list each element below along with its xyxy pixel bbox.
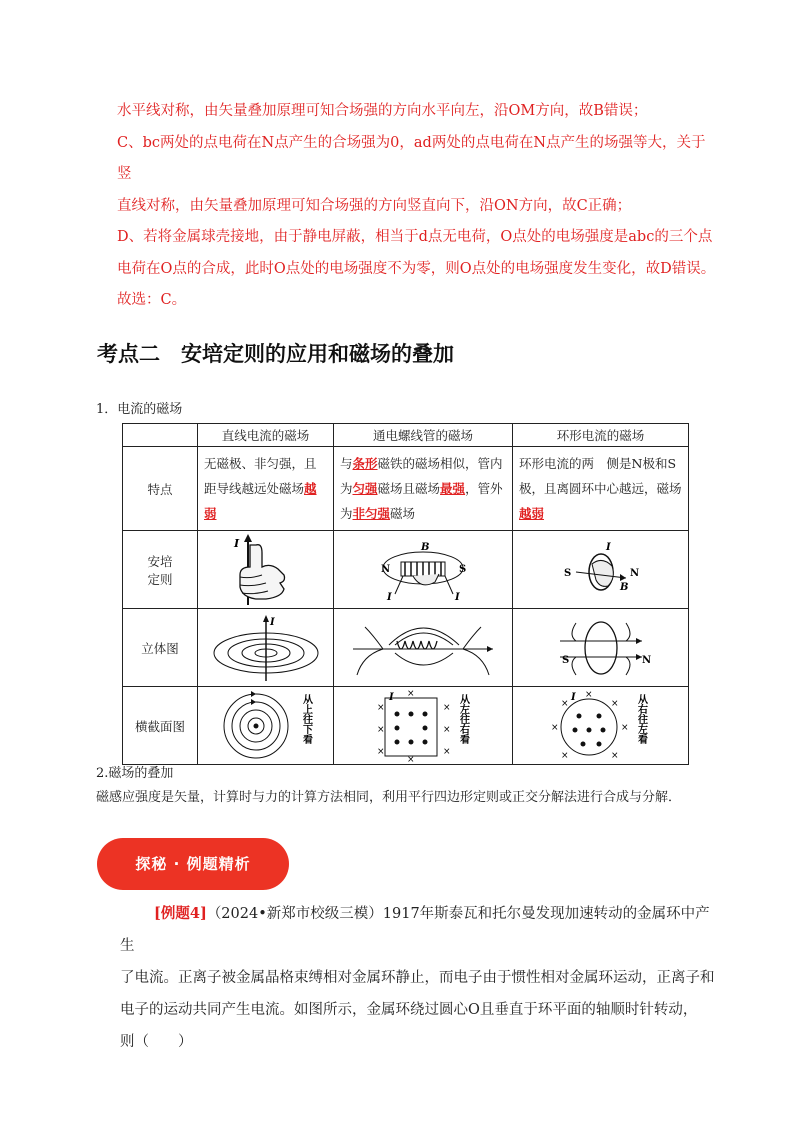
table-header: 直线电流的磁场 bbox=[198, 424, 334, 447]
field-label: B bbox=[421, 541, 430, 553]
feature-cell bbox=[513, 447, 689, 531]
key-term: 越弱 bbox=[519, 506, 545, 521]
feature-text: 磁场 bbox=[390, 506, 416, 521]
svg-text:×: × bbox=[620, 722, 629, 733]
south-label: S bbox=[563, 567, 571, 579]
feature-text: 磁场且磁场 bbox=[377, 481, 441, 496]
solution-line: C、bc两处的点电荷在N点产生的合场强为0，ad两处的点电荷在N点产生的场强等大，关于竖 bbox=[117, 134, 706, 182]
row-label-part: 安培 bbox=[147, 553, 173, 569]
magnetic-field-table bbox=[122, 423, 689, 765]
solution-line: 故选：C。 bbox=[117, 292, 187, 308]
feature-text: 无磁极、非匀强，且距导线越远处磁场 bbox=[204, 456, 317, 496]
current-label: I bbox=[269, 616, 275, 628]
svg-text:×: × bbox=[610, 750, 619, 761]
table-row bbox=[123, 447, 689, 531]
view-direction-label: 从左往右看 bbox=[457, 693, 469, 744]
north-label: N bbox=[641, 654, 651, 666]
svg-text:×: × bbox=[610, 698, 619, 709]
current-label: I bbox=[455, 591, 460, 602]
svg-text:×: × bbox=[443, 724, 451, 735]
svg-text:×: × bbox=[560, 698, 569, 709]
svg-text:×: × bbox=[377, 746, 385, 757]
south-label: S bbox=[459, 563, 467, 575]
current-label: I bbox=[605, 541, 611, 553]
svg-text:×: × bbox=[443, 702, 451, 713]
row-label: 立体图 bbox=[123, 609, 198, 687]
subsection-text: 磁感应强度是矢量，计算时与力的计算方法相同，利用平行四边形定则或正交分解法进行合成与分解． bbox=[96, 790, 682, 805]
example-banner: 探秘 · 例题精析 bbox=[97, 838, 289, 890]
row-label: 横截面图 bbox=[123, 687, 198, 765]
svg-text:×: × bbox=[377, 702, 385, 713]
solution-line: 电荷在O点的合成，此时O点处的电场强度不为零，则O点处的电场强度发生变化，故D错误。 bbox=[117, 260, 716, 277]
ring-solid-figure bbox=[513, 609, 689, 687]
example-problem bbox=[120, 898, 720, 1058]
svg-text:×: × bbox=[443, 746, 451, 757]
solution-line: 水平线对称，由矢量叠加原理可知合场强的方向水平向左，沿OM方向，故B错误； bbox=[117, 103, 648, 119]
solenoid-solid-figure bbox=[334, 609, 513, 687]
example-line: 电子的运动共同产生电流。如图所示，金属环绕过圆心O且垂直于环平面的轴顺时针转动， bbox=[120, 1002, 698, 1018]
table-header-row bbox=[123, 424, 689, 447]
feature-text: ，管外为 bbox=[340, 481, 503, 521]
north-label: N bbox=[381, 563, 391, 575]
current-label: I bbox=[233, 536, 239, 550]
north-label: N bbox=[629, 567, 639, 579]
example-line bbox=[120, 898, 720, 962]
current-label: I bbox=[570, 691, 576, 703]
section-heading: 考点二 安培定则的应用和磁场的叠加 bbox=[97, 342, 454, 366]
subsection-title: 1．电流的磁场 bbox=[96, 402, 183, 417]
south-label: S bbox=[561, 654, 569, 666]
right-hand-solenoid-figure bbox=[334, 531, 513, 609]
solenoid-cross-section-figure bbox=[334, 687, 513, 765]
feature-text: 磁铁的磁场相似，管内为 bbox=[340, 456, 503, 496]
current-label: I bbox=[389, 691, 394, 703]
right-hand-straight-figure bbox=[198, 531, 334, 609]
key-term: 匀强 bbox=[352, 481, 378, 496]
svg-text:×: × bbox=[560, 750, 569, 761]
feature-text: 环形电流的两 侧是N极和S极，且离圆环中心越远，磁场 bbox=[519, 456, 682, 496]
svg-text:×: × bbox=[550, 722, 559, 733]
straight-cross-section-figure bbox=[198, 687, 334, 765]
table-row bbox=[123, 531, 689, 609]
right-hand-ring-figure bbox=[513, 531, 689, 609]
table-header-empty bbox=[123, 424, 198, 447]
subsection-title: 2.磁场的叠加 bbox=[96, 766, 174, 781]
row-label: 特点 bbox=[123, 447, 198, 531]
example-line: 则（ ） bbox=[120, 1034, 193, 1050]
example-text: （2024•新郑市校级三模）1917年斯泰瓦和托尔曼发现加速转动的金属环中产生 bbox=[120, 906, 710, 954]
current-label: I bbox=[387, 591, 392, 602]
row-label-part: 定则 bbox=[147, 571, 173, 587]
solution-text bbox=[117, 96, 717, 317]
table-header: 环形电流的磁场 bbox=[513, 424, 689, 447]
svg-text:×: × bbox=[407, 689, 415, 699]
view-direction-label: 从上往下看 bbox=[300, 693, 311, 744]
key-term: 条形 bbox=[352, 456, 378, 471]
feature-cell bbox=[198, 447, 334, 531]
ring-cross-section-figure bbox=[513, 687, 689, 765]
key-term: 最强 bbox=[440, 481, 466, 496]
row-label bbox=[123, 531, 198, 609]
solution-line: 直线对称，由矢量叠加原理可知合场强的方向竖直向下，沿ON方向，故C正确； bbox=[117, 197, 632, 214]
table-row bbox=[123, 687, 689, 765]
feature-text: 与 bbox=[340, 456, 353, 471]
key-term: 非匀强 bbox=[352, 506, 391, 521]
solution-line: D、若将金属球壳接地，由于静电屏蔽，相当于d点无电荷，O点处的电场强度是abc的三个点 bbox=[117, 229, 713, 245]
key-term: 越弱 bbox=[204, 481, 317, 521]
example-tag: [例题4] bbox=[154, 905, 207, 922]
table-row bbox=[123, 609, 689, 687]
feature-cell bbox=[334, 447, 513, 531]
example-line: 了电流。正离子被金属晶格束缚相对金属环静止，而电子由于惯性相对金属环运动，正离子和 bbox=[120, 970, 715, 986]
svg-text:×: × bbox=[407, 754, 415, 762]
view-direction-label: 从右往左看 bbox=[635, 693, 646, 744]
table-header: 通电螺线管的磁场 bbox=[334, 424, 513, 447]
straight-solid-figure bbox=[198, 609, 334, 687]
svg-text:×: × bbox=[584, 689, 593, 700]
field-label: B bbox=[619, 581, 628, 593]
svg-text:×: × bbox=[377, 724, 385, 735]
